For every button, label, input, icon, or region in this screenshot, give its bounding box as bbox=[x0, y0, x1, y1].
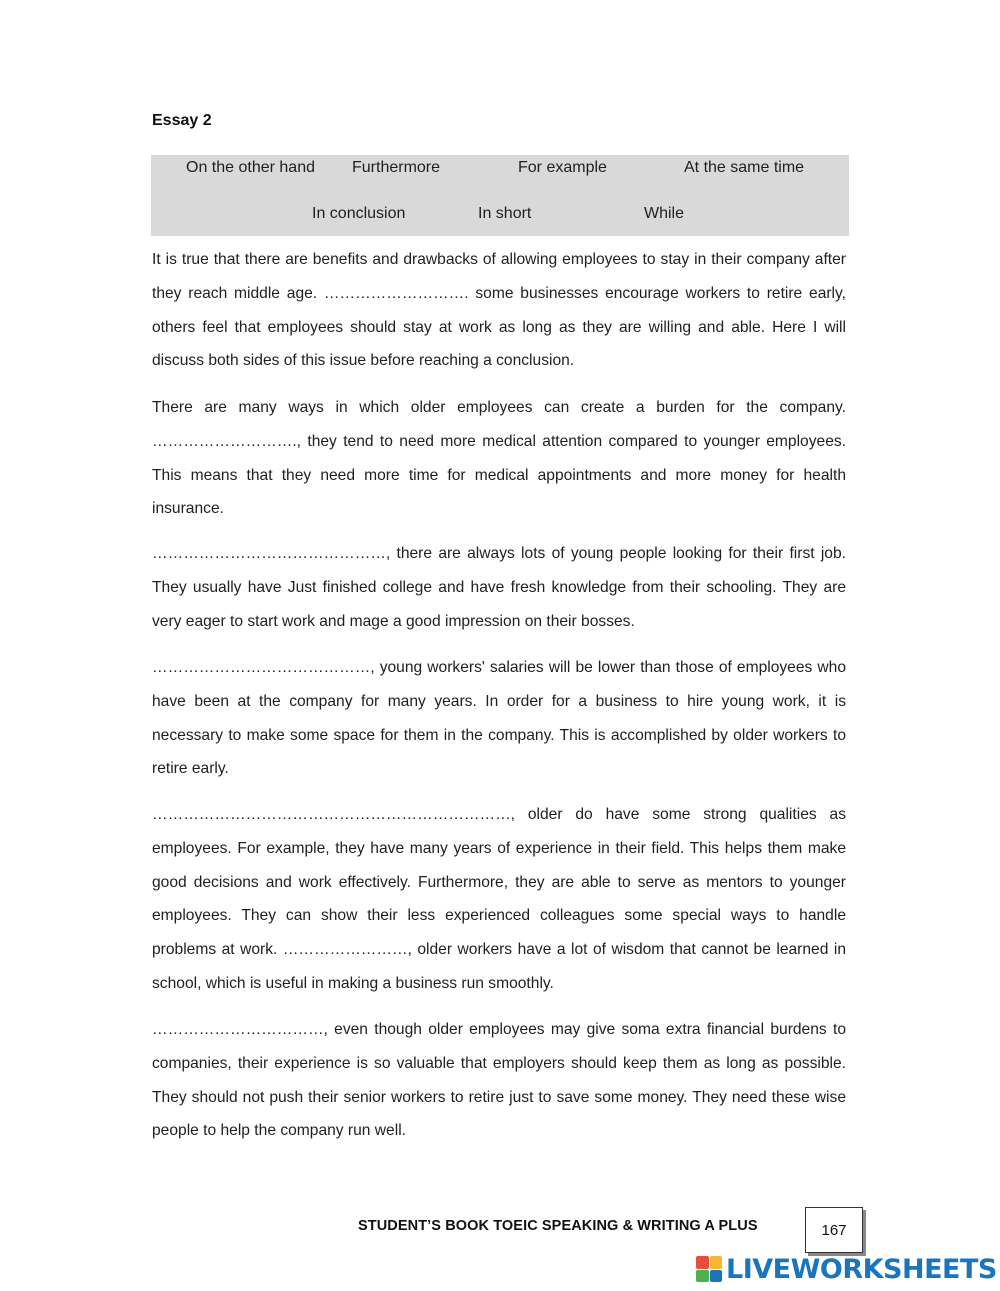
paragraph: It is true that there are benefits and drawbacks of allowing employees to stay in their company after they reach middle age. ………………………. some businesses encourage workers to retire early, others feel that employees should stay at work as long as they are willing and able. Here I will discuss both sides of this issue before reaching a conclusion. bbox=[152, 251, 846, 370]
paragraph: ……………………………………, young workers' salaries will be lower than those of employees who have been at the company for many years. In order for a business to hire young work, it is necessary to make some space for them in the company. This is accomplished by older workers to retire early. bbox=[152, 659, 846, 778]
liveworksheets-logo-text: LIVEWORKSHEETS bbox=[726, 1253, 997, 1285]
paragraph: ………………………………………, there are always lots of young people looking for their first job. They usually have Just finished college and have fresh knowledge from their schooling. They are very eager to start work and mage a good impression on their bosses. bbox=[152, 545, 846, 630]
word-bank-option: On the other hand bbox=[186, 159, 315, 176]
word-bank-option: In short bbox=[478, 205, 532, 222]
word-bank-option: For example bbox=[518, 159, 607, 176]
paragraph: ……………………………, even though older employees may give soma extra financial burdens to companies, their experience is so valuable that employers should keep them as long as possible. They should not push their senior workers to retire just to save some money. They need these wise people to help the company run well. bbox=[152, 1021, 846, 1140]
essay-title: Essay 2 bbox=[152, 112, 212, 129]
book-title: STUDENT’S BOOK TOEIC SPEAKING & WRITING A PLUS bbox=[358, 1218, 758, 1234]
paragraph: There are many ways in which older employees can create a burden for the company. ………………………., they tend to need more medical attention compared to younger employees. This means that they need more time for medical appointments and more money for health insurance. bbox=[152, 399, 846, 518]
word-bank-option: In conclusion bbox=[312, 205, 406, 222]
word-bank bbox=[151, 155, 849, 236]
word-bank-option: Furthermore bbox=[352, 159, 441, 176]
liveworksheets-logo[interactable] bbox=[696, 1252, 997, 1286]
page-number-box bbox=[805, 1207, 863, 1253]
paragraph: ……………………………………………………………, older do have some strong qualities as employees. For example, they have many years of experience in their field. This helps them make good decisions and work effectively. Furthermore, they are able to serve as mentors to younger employees. They can show their less experienced colleagues some special ways to handle problems at work. ……………………, older workers have a lot of wisdom that cannot be learned in school, which is useful in making a business run smoothly. bbox=[152, 806, 846, 992]
liveworksheets-logo-icon bbox=[696, 1256, 722, 1282]
word-bank-option: While bbox=[644, 205, 685, 222]
word-bank-option: At the same time bbox=[684, 159, 805, 176]
page-number: 167 bbox=[821, 1221, 847, 1239]
